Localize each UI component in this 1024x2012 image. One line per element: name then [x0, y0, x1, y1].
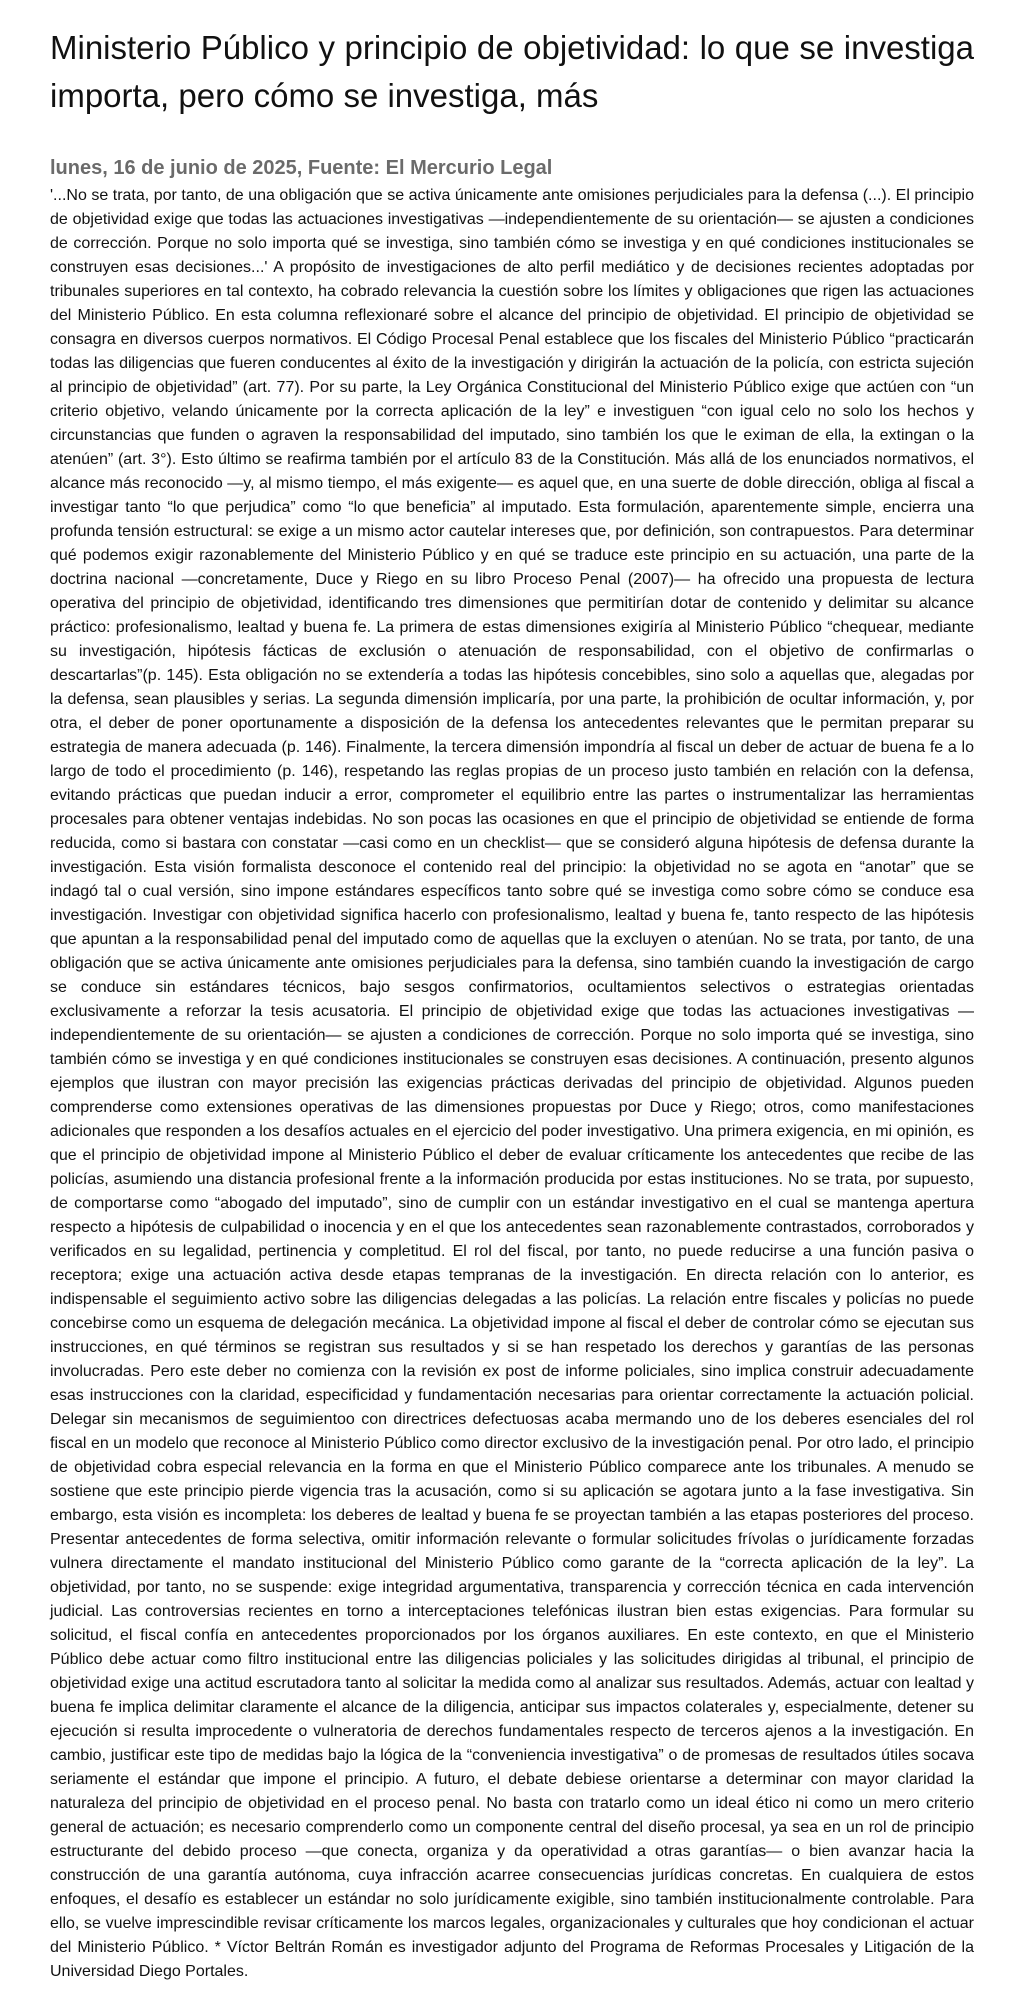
article-title: Ministerio Público y principio de objetividad: lo que se investiga importa, pero cómo se investiga, más: [50, 29, 974, 114]
article-body: '...No se trata, por tanto, de una obligación que se activa únicamente ante omisiones perjudiciales para la defensa (...). El principio de objetividad exige que todas las actuaciones investigativas —independientemente de su orientación— se ajusten a condiciones de corrección. Porque no solo importa qué se investiga, sino también cómo se investiga y en qué condiciones institucionales se construyen esas decisiones...' A propósito de investigaciones de alto perfil mediático y de decisiones recientes adoptadas por tribunales superiores en tal contexto, ha cobrado relevancia la cuestión sobre los límites y obligaciones que rigen las actuaciones del Ministerio Público. En esta columna reflexionaré sobre el alcance del principio de objetividad. El principio de objetividad se consagra en diversos cuerpos normativos. El Código Procesal Penal establece que los fiscales del Ministerio Público “practicarán todas las diligencias que fueren conducentes al éxito de la investigación y dirigirán la actuación de la policía, con estricta sujeción al principio de objetividad” (art. 77). Por su parte, la Ley Orgánica Constitucional del Ministerio Público exige que actúen con “un criterio objetivo, velando únicamente por la correcta aplicación de la ley” e investiguen “con igual celo no solo los hechos y circunstancias que funden o agraven la responsabilidad del imputado, sino también los que le eximan de ella, la extingan o la atenúen” (art. 3°). Esto último se reafirma también por el artículo 83 de la Constitución. Más allá de los enunciados normativos, el alcance más reconocido —y, al mismo tiempo, el más exigente— es aquel que, en una suerte de doble dirección, obliga al fiscal a investigar tanto “lo que perjudica” como “lo que beneficia” al imputado. Esta formulación, aparentemente simple, encierra una profunda tensión estructural: se exige a un mismo actor cautelar intereses que, por definición, son contrapuestos. Para determinar qué podemos exigir razonablemente del Ministerio Público y en qué se traduce este principio en su actuación, una parte de la doctrina nacional —concretamente, Duce y Riego en su libro Proceso Penal (2007)— ha ofrecido una propuesta de lectura operativa del principio de objetividad, identificando tres dimensiones que permitirían dotar de contenido y delimitar su alcance práctico: profesionalismo, lealtad y buena fe. La primera de estas dimensiones exigiría al Ministerio Público “chequear, mediante su investigación, hipótesis fácticas de exclusión o atenuación de responsabilidad, con el objetivo de confirmarlas o descartarlas”(p. 145). Esta obligación no se extendería a todas las hipótesis concebibles, sino solo a aquellas que, alegadas por la defensa, sean plausibles y serias. La segunda dimensión implicaría, por una parte, la prohibición de ocultar información, y, por otra, el deber de poner oportunamente a disposición de la defensa los antecedentes relevantes que le permitan preparar su estrategia de manera adecuada (p. 146). Finalmente, la tercera dimensión impondría al fiscal un deber de actuar de buena fe a lo largo de todo el procedimiento (p. 146), respetando las reglas propias de un proceso justo también en relación con la defensa, evitando prácticas que puedan inducir a error, comprometer el equilibrio entre las partes o instrumentalizar las herramientas procesales para obtener ventajas indebidas. No son pocas las ocasiones en que el principio de objetividad se entiende de forma reducida, como si bastara con constatar —casi como en un checklist— que se consideró alguna hipótesis de defensa durante la investigación. Esta visión formalista desconoce el contenido real del principio: la objetividad no se agota en “anotar” que se indagó tal o cual versión, sino impone estándares específicos tanto sobre qué se investiga como sobre cómo se conduce esa investigación. Investigar con objetividad significa hacerlo con profesionalismo, lealtad y buena fe, tanto respecto de las hipótesis que apuntan a la responsabilidad penal del imputado como de aquellas que la excluyen o atenúan. No se trata, por tanto, de una obligación que se activa únicamente ante omisiones perjudiciales para la defensa, sino también cuando la investigación de cargo se conduce sin estándares técnicos, bajo sesgos confirmatorios, ocultamientos selectivos o estrategias orientadas exclusivamente a reforzar la tesis acusatoria. El principio de objetividad exige que todas las actuaciones investigativas —independientemente de su orientación— se ajusten a condiciones de corrección. Porque no solo importa qué se investiga, sino también cómo se investiga y en qué condiciones institucionales se construyen esas decisiones. A continuación, presento algunos ejemplos que ilustran con mayor precisión las exigencias prácticas derivadas del principio de objetividad. Algunos pueden comprenderse como extensiones operativas de las dimensiones propuestas por Duce y Riego; otros, como manifestaciones adicionales que responden a los desafíos actuales en el ejercicio del poder investigativo. Una primera exigencia, en mi opinión, es que el principio de objetividad impone al Ministerio Público el deber de evaluar críticamente los antecedentes que recibe de las policías, asumiendo una distancia profesional frente a la información producida por estas instituciones. No se trata, por supuesto, de comportarse como “abogado del imputado”, sino de cumplir con un estándar investigativo en el cual se mantenga apertura respecto a hipótesis de culpabilidad o inocencia y en el que los antecedentes sean razonablemente contrastados, corroborados y verificados en su legalidad, pertinencia y completitud. El rol del fiscal, por tanto, no puede reducirse a una función pasiva o receptora; exige una actuación activa desde etapas tempranas de la investigación. En directa relación con lo anterior, es indispensable el seguimiento activo sobre las diligencias delegadas a las policías. La relación entre fiscales y policías no puede concebirse como un esquema de delegación mecánica. La objetividad impone al fiscal el deber de controlar cómo se ejecutan sus instrucciones, en qué términos se registran sus resultados y si se han respetado los derechos y garantías de las personas involucradas. Pero este deber no comienza con la revisión ex post de informe policiales, sino implica construir adecuadamente esas instrucciones con la claridad, especificidad y fundamentación necesarias para orientar correctamente la actuación policial. Delegar sin mecanismos de seguimientoo con directrices defectuosas acaba mermando uno de los deberes esenciales del rol fiscal en un modelo que reconoce al Ministerio Público como director exclusivo de la investigación penal. Por otro lado, el principio de objetividad cobra especial relevancia en la forma en que el Ministerio Público comparece ante los tribunales. A menudo se sostiene que este principio pierde vigencia tras la acusación, como si su aplicación se agotara junto a la fase investigativa. Sin embargo, esta visión es incompleta: los deberes de lealtad y buena fe se proyectan también a las etapas posteriores del proceso. Presentar antecedentes de forma selectiva, omitir información relevante o formular solicitudes frívolas o jurídicamente forzadas vulnera directamente el mandato institucional del Ministerio Público como garante de la “correcta aplicación de la ley”. La objetividad, por tanto, no se suspende: exige integridad argumentativa, transparencia y corrección técnica en cada intervención judicial. Las controversias recientes en torno a interceptaciones telefónicas ilustran bien estas exigencias. Para formular su solicitud, el fiscal confía en antecedentes proporcionados por los órganos auxiliares. En este contexto, en que el Ministerio Público debe actuar como filtro institucional entre las diligencias policiales y las solicitudes dirigidas al tribunal, el principio de objetividad exige una actitud escrutadora tanto al solicitar la medida como al analizar sus resultados. Además, actuar con lealtad y buena fe implica delimitar claramente el alcance de la diligencia, anticipar sus impactos colaterales y, especialmente, detener su ejecución si resulta improcedente o vulneratoria de derechos fundamentales respecto de terceros ajenos a la investigación. En cambio, justificar este tipo de medidas bajo la lógica de la “conveniencia investigativa” o de promesas de resultados útiles socava seriamente el estándar que impone el principio. A futuro, el debate debiese orientarse a determinar con mayor claridad la naturaleza del principio de objetividad en el proceso penal. No basta con tratarlo como un ideal ético ni como un mero criterio general de actuación; es necesario comprenderlo como un componente central del diseño procesal, ya sea en un rol de principio estructurante del debido proceso —que conecta, organiza y da operatividad a otras garantías— o bien avanzar hacia la construcción de una garantía autónoma, cuya infracción acarree consecuencias jurídicas concretas. En cualquiera de estos enfoques, el desafío es establecer un estándar no solo jurídicamente exigible, sino también institucionalmente controlable. Para ello, se vuelve imprescindible revisar críticamente los marcos legales, organizacionales y culturales que hoy condicionan el actuar del Ministerio Público. * Víctor Beltrán Román es investigador adjunto del Programa de Reformas Procesales y Litigación de la Universidad Diego Portales.: [50, 187, 974, 1980]
article-date-source: lunes, 16 de junio de 2025, Fuente: El Mercurio Legal: [50, 157, 553, 179]
